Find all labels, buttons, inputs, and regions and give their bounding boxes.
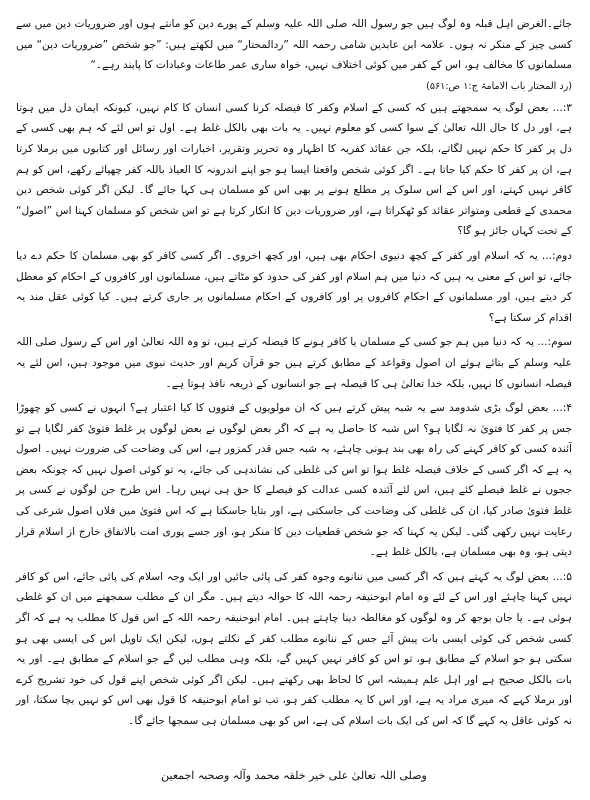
paragraph-5: ۵:... بعض لوگ یہ کہتے ہیں کہ اگر کسی میں ننانوے وجوہ کفر کی پائی جائیں اور ایک وجہ اسلام کی پائی جائے، اس کو کافر نہیں کہنا چاہئے اور اس کے لئے وہ امام ابوحنیفہ رحمہ اللہ کا حوالہ دیتے ہیں۔ مگر ان کے مطلب سمجھنے میں ان کو غلطی ہوئی ہے۔ یا جان بوجھ کر وہ لوگوں کو مغالطہ دینا چاہتے ہیں۔ امام ابوحنیفہ رحمہ اللہ کے اس قول کا مطلب یہ ہے کہ اگر کسی شخص کی کوئی ایسی بات پیش آئے جس کے ننانوے مطلب کفر کے نکلتے ہوں، لیکن ایک تاویل اس کی ایسی بھی ہو سکتی ہو جو اسلام کے مطابق ہو، تو اس کو کافر نہیں کہیں گے، بلکہ وہی مطلب لیں گے جو اسلام کے مطابق ہے۔ اور یہ بات بالکل صحیح ہے اور اہل علم ہمیشہ اس کا لحاظ بھی رکھتے ہیں۔ لیکن اگر کوئی شخص اپنے قول کی خود تشریح کرے اور برملا کہے کہ میری مراد یہ ہے، اور اس کا یہ مطلب کفر ہو، تب تو امام ابوحنیفہ کا قول بھی اس کو نہیں بچا سکتا، اور نہ کوئی عاقل یہ کہے گا کہ اس کی ایک بات اسلام کی ہے، اس کو بھی مسلمان ہی سمجھا جائے گا۔ xyxy=(16,570,572,727)
paragraph-4: ۴:... بعض لوگ بڑی شدومد سے یہ شبہ پیش کرتے ہیں کہ ان مولویوں کے فتووں کا کیا اعتبار ہے؟ انہوں نے کسی کو چھوڑا جس پر کفر کا فتویٰ نہ لگایا ہو؟ اس شبہ کا حاصل یہ ہے کہ اگر بعض لوگوں نے بعض لوگوں پر غلط فتویٰ کفر لگایا ہے تو آئندہ کسی کو کافر کہنے کی راہ بھی بند ہونی چاہئے، یہ شبہ جس قدر کمزور ہے، اس کی وضاحت کی ضرورت نہیں۔ اصول یہ ہے کہ اگر کسی کے خلاف فیصلہ غلط ہوا تو اس کی غلطی کی نشاندہی کی جائے، یہ تو کوئی اصول نہیں کہ چونکہ بعض ججوں نے غلط فیصلے کئے ہیں، اس لئے آئندہ کسی عدالت کو فیصلے کا حق ہی نہیں رہا۔ اس طرح جن لوگوں نے کسی پر غلط فتویٰ صادر کیا، ان کی غلطی کی وضاحت کی جاسکتی ہے، اور بتایا جاسکتا ہے کہ اس فتویٰ میں فلاں اصول شرعی کی رعایت نہیں رکھی گئی۔ لیکن یہ کہنا کہ جو شخص قطعیات دین کا منکر ہو، اور جسے پوری امت بالاتفاق خارج از اسلام قرار دیتی ہو، وہ بھی مسلمان ہے، بالکل غلط ہے۔ xyxy=(16,402,572,559)
citation: (رد المحتار باب الامامۃ ج:۱ ص:۵۶۱) xyxy=(426,80,572,92)
paragraph-second-point: دوم:... یہ کہ اسلام اور کفر کے کچھ دنیوی احکام بھی ہیں، اور کچھ اخروی۔ اگر کسی کافر کو بھی مسلمان کا حکم دے دیا جائے، تو اس کے معنی یہ ہیں کہ دنیا میں ہم اسلام اور کفر کی حدود کو مٹاتے ہیں، مسلمانوں اور کافروں کے احکام کو معطل کر دیتے ہیں، اور مسلمانوں کے احکام کافروں پر اور کافروں کے احکام مسلمانوں پر جاری کرتے ہیں۔ کیا کوئی عقل مند یہ اقدام کر سکتا ہے؟ xyxy=(16,249,572,324)
closing-benediction: وصلی اللہ تعالیٰ علی خیر خلقہ محمد وآلہ وصحبہ اجمعین xyxy=(161,769,427,782)
paragraph-intro: جائے۔الغرض اہل قبلہ وہ لوگ ہیں جو رسول اللہ صلی اللہ علیہ وسلم کے پورے دین کو مانتے ہوں اور ضروریات دین میں سے کسی چیز کے منکر نہ ہوں۔ علامہ ابن عابدین شامی رحمہ اللہ ”ردالمحتار“ میں لکھتے ہیں: ”جو شخص ”ضروریات دین“ میں مسلمانوں کا مخالف ہو، اس کے کفر میں کوئی اختلاف نہیں، خواہ ساری عمر طاعات وعبادات کا پابند رہے۔“ xyxy=(16,18,572,72)
paragraph-third-point: سوم:... یہ کہ دنیا میں ہم جو کسی کے مسلمان یا کافر ہونے کا فیصلہ کرتے ہیں، تو وہ اللہ تعالیٰ اور اس کے رسول صلی اللہ علیہ وسلم کے بتائے ہوئے ان اصول وقواعد کے مطابق کرتے ہیں جو قرآن کریم اور حدیث نبوی میں موجود ہیں، اس لئے یہ فیصلہ انسانوں کا نہیں، بلکہ خدا تعالیٰ ہی کا فیصلہ ہے جو انسانوں کے ذریعہ نافذ ہوتا ہے۔ xyxy=(16,336,572,390)
paragraph-3: ۳:... بعض لوگ یہ سمجھتے ہیں کہ کسی کے اسلام وکفر کا فیصلہ کرنا کسی انسان کا کام نہیں، کیونکہ ایمان دل میں ہوتا ہے، اور دل کا حال اللہ تعالیٰ کے سوا کسی کو معلوم نہیں۔ یہ بات بھی بالکل غلط ہے۔ اول تو اس لئے کہ ہم بھی کسی کے دل پر کفر کا حکم نہیں لگاتے، بلکہ جن عقائد کفریہ کا اظہار وہ تحریر وتقریر، اخبارات اور رسائل اور کتابوں میں برملا کرتا ہے، ان پر کفر کا حکم کیا جاتا ہے۔ اگر کوئی شخص واقعتا ایسا ہو جو اپنے اندرونہ کا العیاذ باللہ کفر چھپائے رکھے، اس کو ہم کافر نہیں کہتے، اور اس کے اس سلوک پر مطلع ہونے پر بھی اس کو مسلمان ہی کہا جائے گا۔ لیکن اگر کوئی شخص دین محمدی کے قطعی ومتواتر عقائد کو ٹھکراتا ہے، اور ضروریات دین کا انکار کرتا ہے تو اس شخص کو مسلمان کہنا اس ”اصول“ کے تحت کہاں جائز ہو گا؟ xyxy=(16,101,572,238)
